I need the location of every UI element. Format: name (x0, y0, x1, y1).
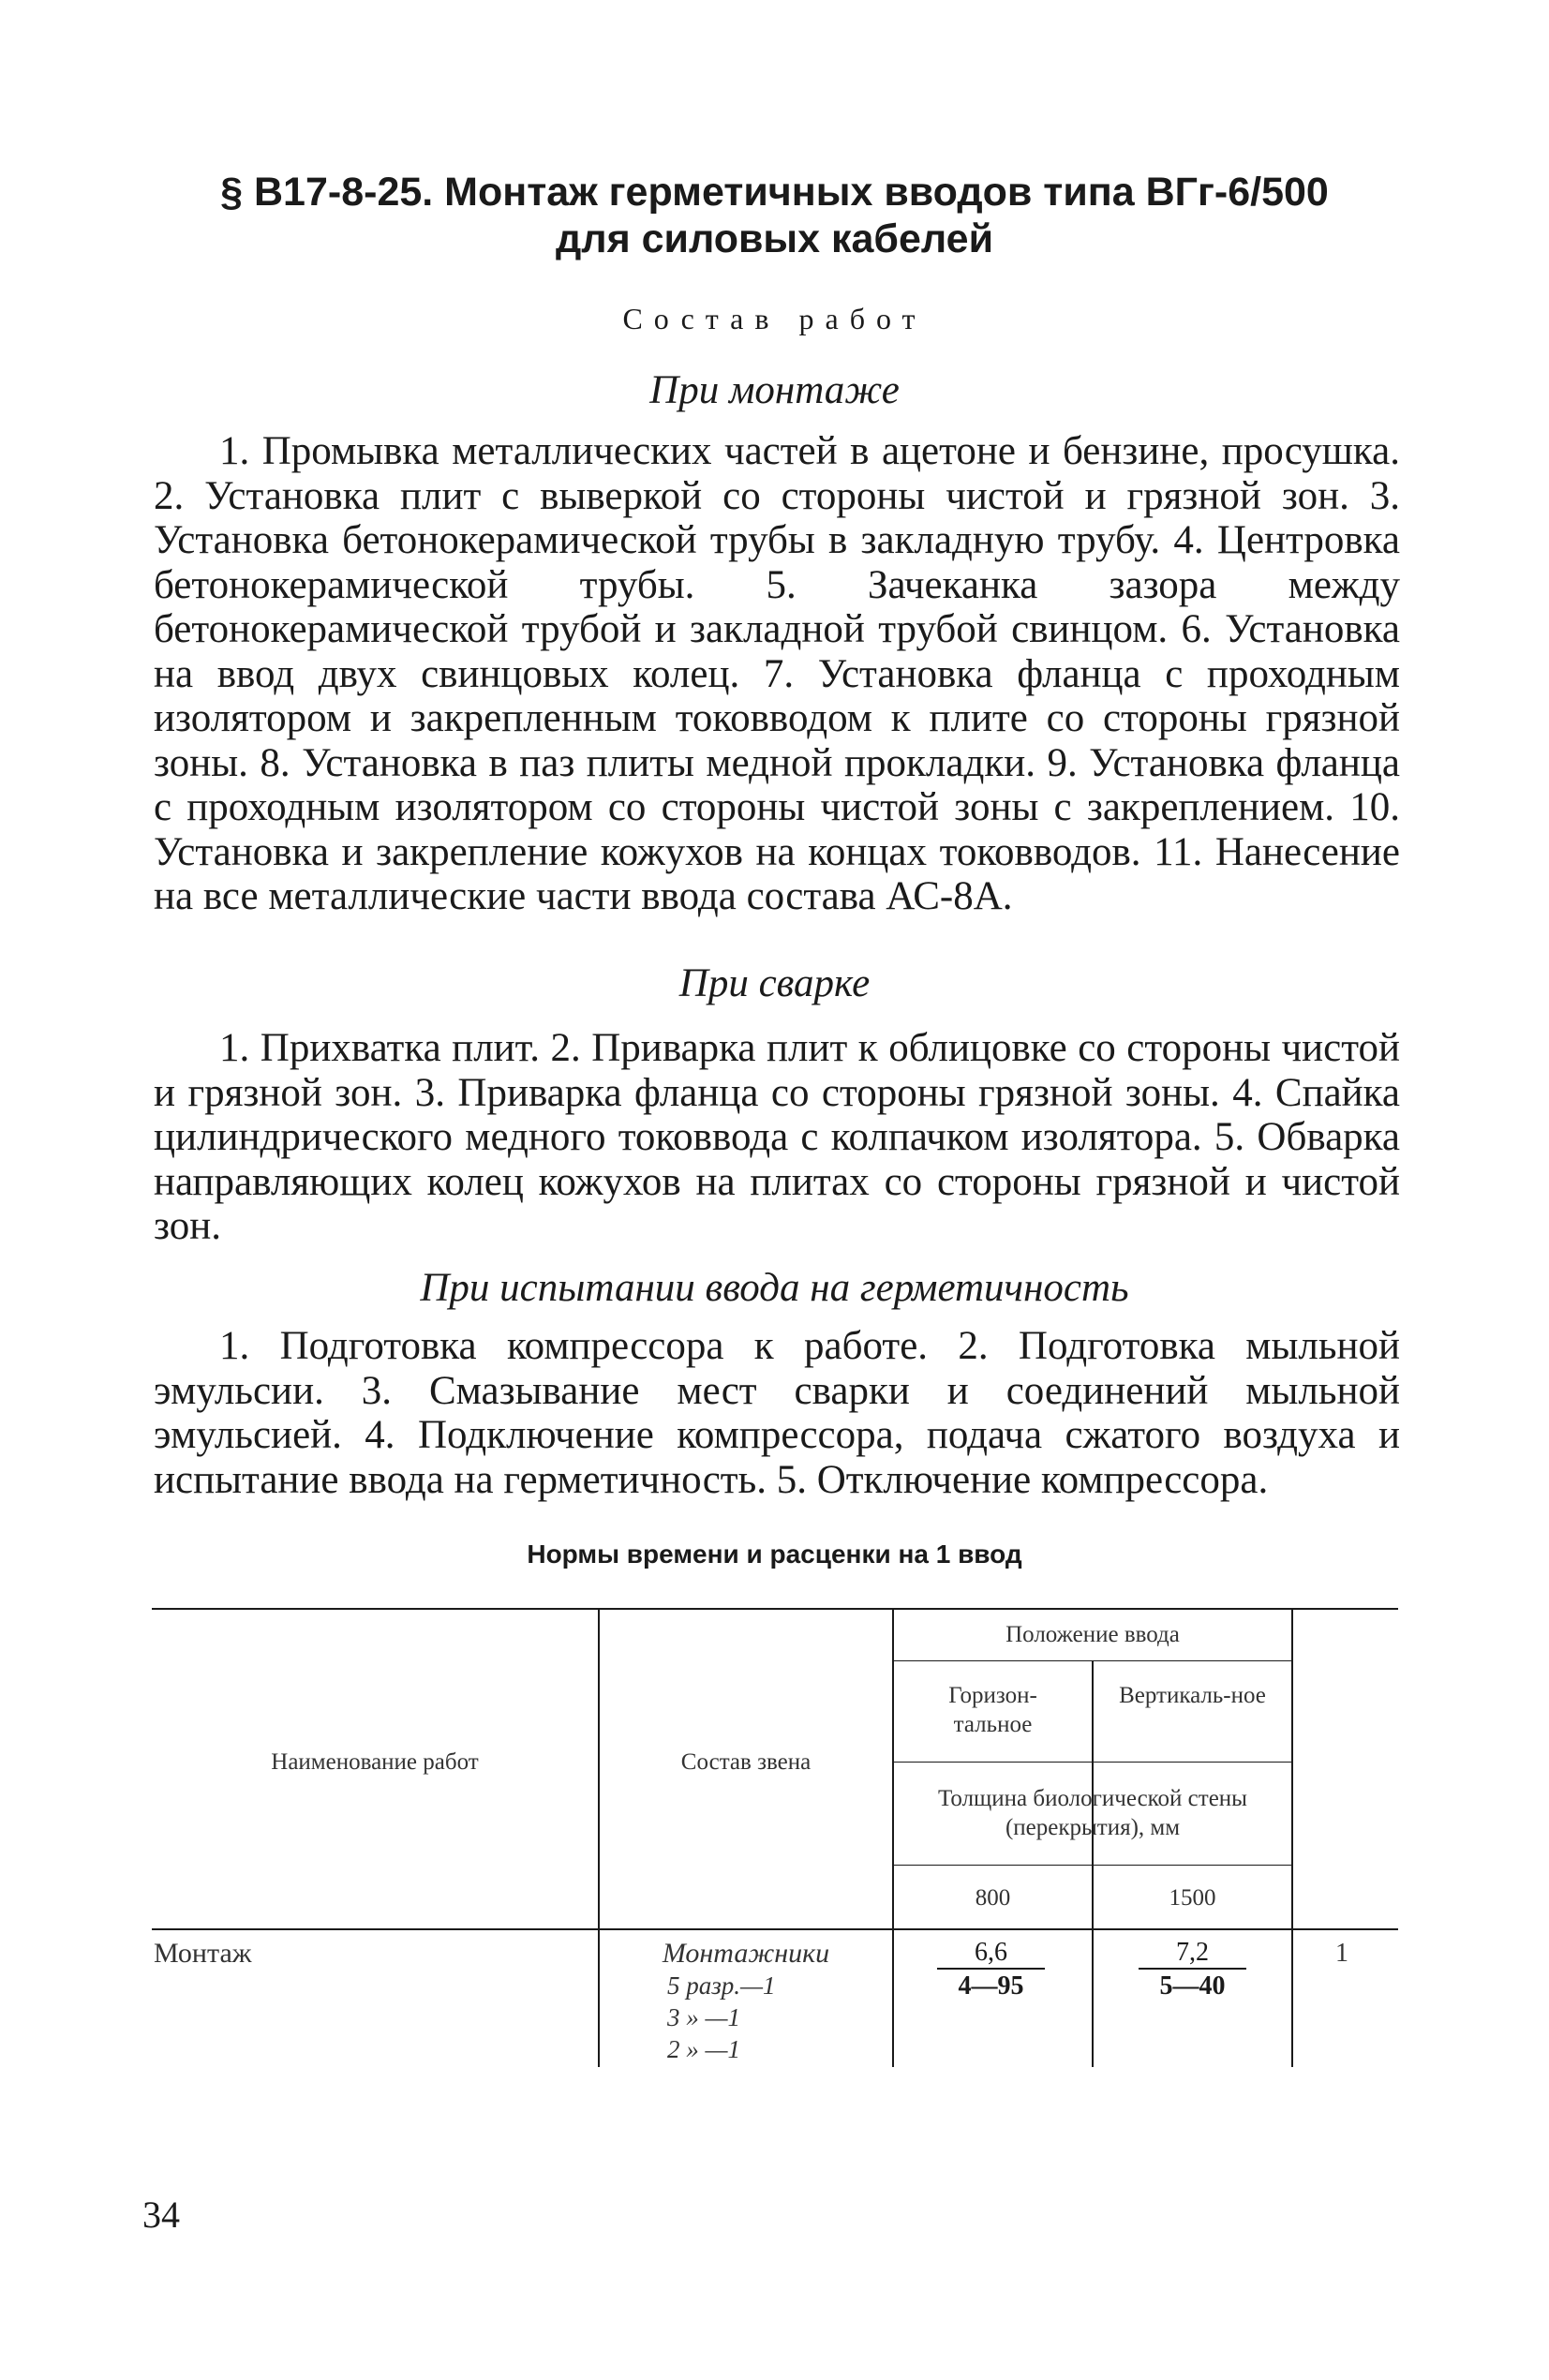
section-text-mounting (154, 429, 1400, 919)
table-divider (892, 1865, 1293, 1866)
row-v-norm: 7,2 (1139, 1938, 1246, 1970)
row-h-price: 4—95 (958, 1971, 1024, 2001)
section-heading-line2: для силовых кабелей (555, 216, 994, 261)
section-title-welding: При сварке (678, 961, 871, 1005)
header-thickness-800: 800 (975, 1885, 1011, 1911)
table-top-rule (152, 1608, 1398, 1610)
section-text-testing (154, 1324, 1400, 1502)
table-divider (598, 1608, 600, 2067)
paragraph-welding: 1. Прихватка плит. 2. Приварка плит к облицовке со стороны чистой и грязной зон. 3. Приварка фланца со стороны грязной зоны. 4. Спайка цилиндрического медного токоввода с колпачком изолятора. 5. Обварка направляющих колец кожухов на плитах со стороны грязной и чистой зон. (154, 1026, 1400, 1248)
table-divider (892, 1608, 894, 2067)
row-crew-line: 3 » —1 (667, 2003, 741, 2031)
section-title-testing: При испытании ввода на герметичность (420, 1266, 1129, 1310)
paragraph-testing: 1. Подготовка компрессора к работе. 2. Подготовка мыльной эмульсии. 3. Смазывание мест сварки и соединений мыльной эмульсией. 4. Подключение компрессора, подача сжатого воздуха и испытание ввода на герметичность. 5. Отключение компрессора. (154, 1324, 1400, 1502)
row-v-price: 5—40 (1159, 1971, 1226, 2001)
section-title-mounting: При монтаже (649, 368, 900, 412)
section-heading (0, 169, 1549, 262)
row-index: 1 (1335, 1939, 1348, 1968)
section-heading-line1: § В17-8-25. Монтаж герметичных вводов типа ВГг-6/500 (220, 170, 1329, 215)
paragraph-mounting: 1. Промывка металлических частей в ацетоне и бензине, просушка. 2. Установка плит с выверкой со стороны чистой и грязной зон. 3. Установка бетонокерамической трубы в закладную трубу. 4. Центровка бетонокерамической трубы. 5. Зачеканка зазора между бетонокерамической трубой и закладной трубой свинцом. 6. Установка на ввод двух свинцовых колец. 7. Установка фланца с проходным изолятором и закрепленным токовводом к плите со стороны грязной зоны. 8. Установка в паз плиты медной прокладки. 9. Установка фланца с проходным изолятором со стороны чистой зоны с закреплением. 10. Установка и закрепление кожухов на концах токовводов. 11. Нанесение на все металлические части ввода состава АС-8А. (154, 429, 1400, 918)
header-position: Положение ввода (1005, 1622, 1180, 1647)
row-crew-line: 2 » —1 (667, 2035, 741, 2063)
header-vertical: Вертикаль-ное (1119, 1683, 1266, 1708)
row-work-name: Монтаж (154, 1938, 252, 1969)
table-caption: Нормы времени и расценки на 1 ввод (527, 1540, 1022, 1569)
page-number: 34 (142, 2194, 180, 2236)
table-divider (892, 1660, 1293, 1661)
table-divider (892, 1762, 1293, 1763)
table-header-rule (152, 1928, 1398, 1930)
header-thickness-1500: 1500 (1169, 1885, 1216, 1911)
header-crew: Состав звена (680, 1749, 812, 1775)
section-text-welding (154, 1026, 1400, 1249)
row-crew-line: 5 разр.—1 (667, 1971, 776, 2000)
table-divider (1291, 1608, 1293, 2067)
composition-title: Состав работ (622, 302, 927, 335)
row-h-norm: 6,6 (937, 1938, 1045, 1970)
row-crew-title: Монтажники (662, 1938, 830, 1969)
header-thickness: Толщина биологической стены (перекрытия), мм (938, 1786, 1247, 1840)
header-work-name: Наименование работ (271, 1749, 479, 1775)
header-horizontal: Горизон-тальное (948, 1683, 1037, 1737)
